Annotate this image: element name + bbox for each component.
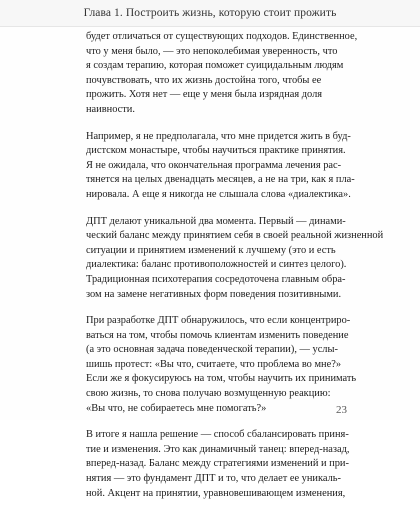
text-line: свою жизнь, то снова получаю возмущенную реакцию: xyxy=(86,388,331,400)
text-line: Я не ожидала, что окончательная программа лечения рас- xyxy=(86,159,342,171)
paragraph-5 xyxy=(86,428,348,501)
text-line: ситуации и принятием изменений к лучшему (это и есть xyxy=(86,244,336,256)
text-line: ваться на том, чтобы помочь клиентам изменить поведение xyxy=(86,329,349,341)
text-line: тянется на целых двенадцать месяцев, а не на три, как я пла- xyxy=(86,174,355,186)
text-line: почувствовать, что их жизнь достойна того, чтобы ее xyxy=(86,74,322,86)
text-line: нировала. А еще я никогда не слышала слова «диалектика». xyxy=(86,188,351,200)
text-line: диалектика: баланс противоположностей и синтез целого). xyxy=(86,259,347,271)
text-line: Если же я фокусируюсь на том, чтобы научить их принимать xyxy=(86,373,357,385)
text-line: наивности. xyxy=(86,103,135,115)
text-line: В итоге я нашла решение — способ сбалансировать приня- xyxy=(86,429,349,441)
text-line: прожить. Хотя нет — еще у меня была изрядная доля xyxy=(86,89,323,101)
page-body xyxy=(86,30,384,513)
chapter-title: Глава 1. Построить жизнь, которую стоит прожить xyxy=(83,7,337,19)
text-line: что у меня было, — это непоколебимая уверенность, что xyxy=(86,45,338,57)
text-line: Традиционная психотерапия сосредоточена главным обра- xyxy=(86,273,346,285)
text-line: ДПТ делают уникальной два момента. Первый — динами- xyxy=(86,215,346,227)
text-line: тие и изменения. Это как динамичный танец: вперед-назад, xyxy=(86,443,350,455)
text-line: шишь протест: «Вы что, считаете, что проблема во мне?» xyxy=(86,358,342,370)
text-line: «Вы что, не собираетесь мне помогать?» xyxy=(86,402,267,414)
text-line: Например, я не предполагала, что мне придется жить в буд- xyxy=(86,130,351,142)
text-line: вперед-назад. Баланс между стратегиями изменений и при- xyxy=(86,458,349,470)
text-line: дистском монастыре, чтобы научиться практике принятия. xyxy=(86,145,346,157)
text-line: будет отличаться от существующих подходов. Единственное, xyxy=(86,31,358,42)
text-line: нятия — это фундамент ДПТ и то, что делает ее уникаль- xyxy=(86,473,341,485)
text-line: зом на замене негативных форм поведения позитивными. xyxy=(86,288,342,300)
paragraph-1 xyxy=(86,30,358,118)
page-number: 23 xyxy=(336,404,347,416)
paragraph-4 xyxy=(86,314,357,416)
running-header xyxy=(0,0,420,27)
text-line: ческий баланс между принятием себя в своей реальной жизненной xyxy=(86,230,384,242)
paragraph-2 xyxy=(86,130,355,203)
text-line: ной. Акцент на принятии, уравновешивающем изменения, xyxy=(86,487,346,499)
text-line: (а это основная задача поведенческой терапии), — услы- xyxy=(86,344,338,356)
text-line: При разработке ДПТ обнаружилось, что если концентриро- xyxy=(86,315,351,327)
paragraph-3 xyxy=(86,215,384,303)
text-line: я создам терапию, которая поможет суицидальным людям xyxy=(86,60,344,72)
